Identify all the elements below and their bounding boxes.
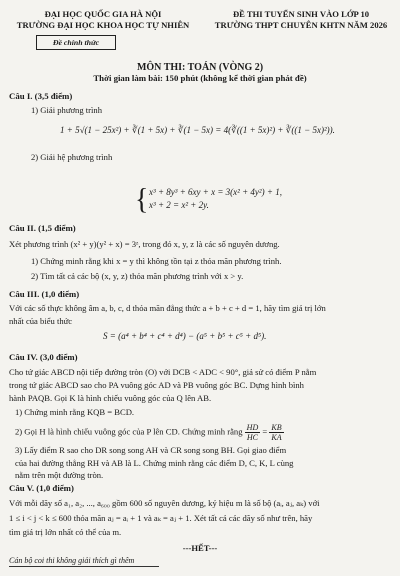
q1-heading: Câu I. (3,5 điểm) [9,91,73,101]
q2-part2: 2) Tìm tất cả các bộ (x, y, z) thỏa mãn phương trình với x > y. [31,271,244,281]
end-marker: ---HẾT--- [182,543,218,553]
q1-part2-label: 2) Giải hệ phương trình [31,152,113,162]
q5-line1: Với mỗi dãy số a₁, a₂, ..., a₆₀₀ gồm 600 số nguyên dương, ký hiệu m là số bộ (aᵢ, aⱼ, aₖ) với [9,498,320,508]
system-brace: { [135,183,149,216]
q2-intro: Xét phương trình (x² + y)(y² + x) = 3ᶻ, trong đó x, y, z là các số nguyên dương. [9,239,280,249]
exam-title: MÔN THI: TOÁN (VÒNG 2) [136,62,264,73]
fraction-hd-hc: $\frac{HD}{HC}$ [246,423,259,442]
q4-part3-line2: của hai đường thẳng RH và AB là L. Chứng minh rằng các điểm D, C, K, L cùng [15,458,294,468]
q4-line2: trong tứ giác ABCD sao cho PA vuông góc AD và PB vuông góc BC. Dựng hình bình [9,380,304,390]
q5-line2: 1 ≤ i < j < k ≤ 600 thỏa mãn aⱼ = aᵢ + 1 và aₖ = aⱼ + 1. Xét tất cả các dãy số như trên, hãy [9,513,313,523]
q4-heading: Câu IV. (3,0 điểm) [9,352,78,362]
q3-line2: nhất của biểu thức [9,316,73,326]
footer-underline [9,566,159,567]
q4-line1: Cho tứ giác ABCD nội tiếp đường tròn (O) với DCB < ADC < 90°, giả sử có điểm P nằm [9,367,317,377]
q4-part3-line3: nằm trên một đường tròn. [15,470,104,480]
university-name: ĐẠI HỌC QUỐC GIA HÀ NỘI [44,9,162,19]
q1-part1-equation: 1 + 5√(1 − 25x²) + ∛(1 + 5x) + ∛(1 − 5x) = 4(∛((1 + 5x)²) + ∛((1 − 5x)²)). [60,125,335,135]
q4-part2 [15,423,284,442]
q1-system-eq1: x³ + 8y³ + 6xy + x = 3(x² + 4y²) + 1, [149,187,282,197]
q1-part1-label: 1) Giải phương trình [31,105,103,115]
header-left [8,9,198,31]
q5-line3: tìm giá trị lớn nhất có thể của m. [9,527,122,537]
q3-expression: S = (a⁴ + b⁴ + c⁴ + d⁴) − (a⁵ + b⁵ + c⁵ + d⁵). [103,331,267,341]
faculty-name: TRƯỜNG ĐẠI HỌC KHOA HỌC TỰ NHIÊN [16,20,190,30]
exam-name: ĐỀ THI TUYỂN SINH VÀO LỚP 10 [232,9,370,19]
q4-part2-equals: = [262,426,268,437]
school-name: TRƯỜNG THPT CHUYÊN KHTN NĂM 2026 [214,20,388,30]
exam-time: Thời gian làm bài: 150 phút (không kể thời gian phát đề) [93,73,307,83]
q4-part3-line1: 3) Lấy điểm R sao cho DR song song AH và CR song song BH. Gọi giao điểm [15,445,287,455]
q1-system-eq2: x³ + 2 = x² + 2y. [149,200,209,210]
q2-part1: 1) Chứng minh rằng khi x = y thì không tồn tại z thỏa mãn phương trình. [31,256,282,266]
footer-note: Cán bộ coi thi không giải thích gì thêm [9,556,135,565]
q4-part2-text: 2) Gọi H là hình chiếu vuông góc của P lên CD. Chứng minh rằng [15,426,243,437]
q2-heading: Câu II. (1,5 điểm) [9,223,76,233]
q4-part1: 1) Chứng minh rằng KQB = BCD. [15,407,135,417]
q3-line1: Với các số thực không âm a, b, c, d thỏa mãn đẳng thức a + b + c + d = 1, hãy tìm giá trị lớn [9,303,326,313]
fraction-kb-ka: $\frac{KB}{KA}$ [271,423,282,442]
official-stamp: Đề chính thức [36,35,116,50]
q4-line3: hành PAQB. Gọi K là hình chiếu vuông góc của Q lên AB. [9,393,212,403]
q3-heading: Câu III. (1,0 điểm) [9,289,80,299]
header-right [205,9,397,31]
q5-heading: Câu V. (1,0 điểm) [9,483,74,493]
